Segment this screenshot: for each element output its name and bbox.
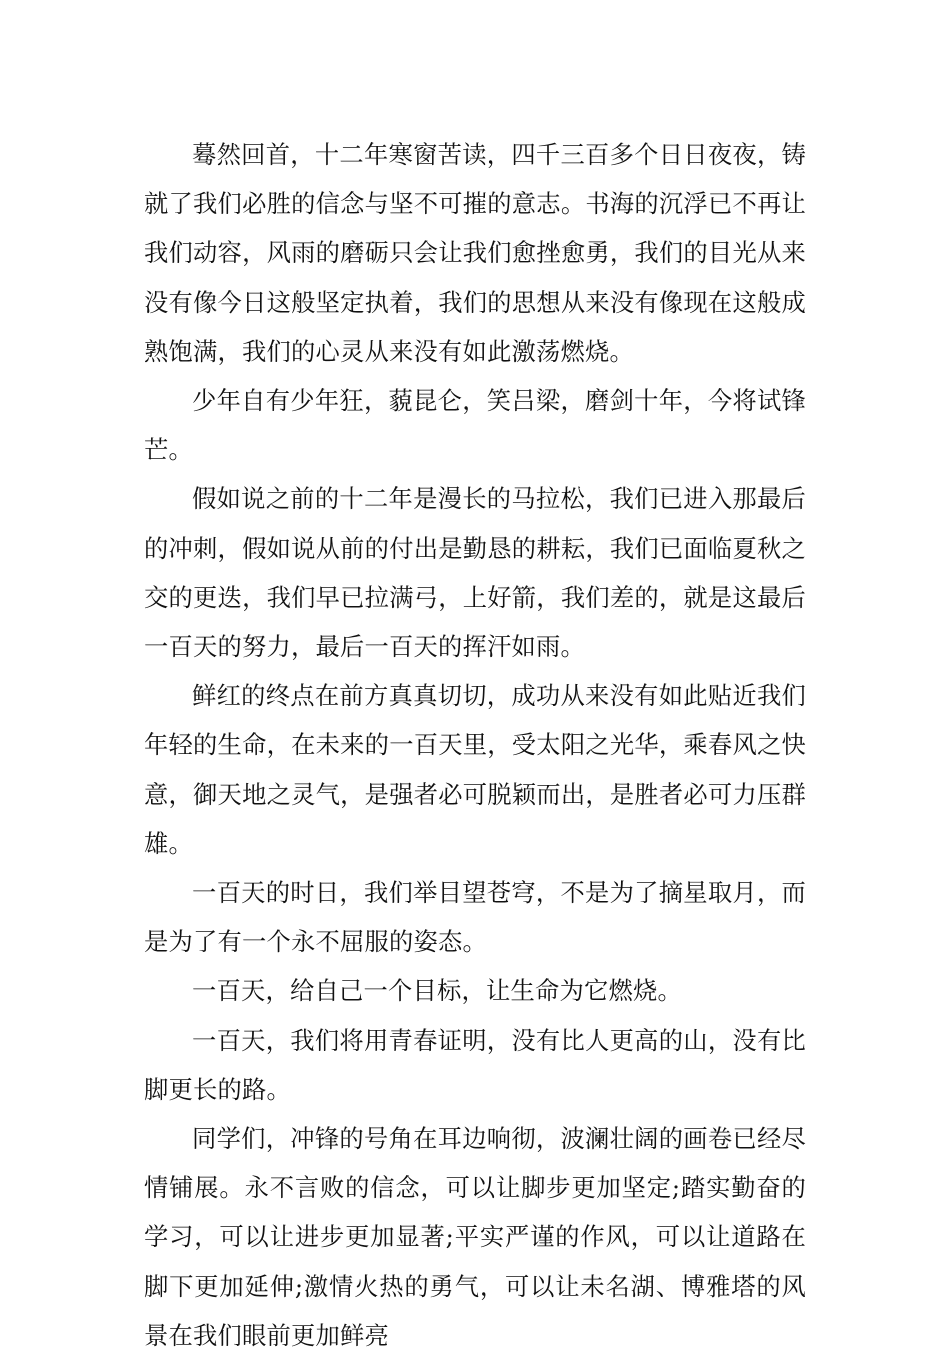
paragraph-8: 同学们，冲锋的号角在耳边响彻，波澜壮阔的画卷已经尽情铺展。永不言败的信念，可以让脚步更加坚定;踏实勤奋的学习，可以让进步更加显著;平实严谨的作风，可以让道路在脚下更加延伸;激情火热的勇气，可以让未名湖、博雅塔的风景在我们眼前更加鲜亮	[144, 1124, 806, 1350]
paragraph-1: 蓦然回首，十二年寒窗苦读，四千三百多个日日夜夜，铸就了我们必胜的信念与坚不可摧的意志。书海的沉浮已不再让我们动容，风雨的磨砺只会让我们愈挫愈勇，我们的目光从来没有像今日这般坚定执着，我们的思想从来没有像现在这般成熟饱满，我们的心灵从来没有如此激荡燃烧。	[144, 140, 806, 366]
paragraph-6: 一百天，给自己一个目标，让生命为它燃烧。	[192, 976, 682, 1006]
paragraph-2: 少年自有少年狂，藐昆仑，笑吕梁，磨剑十年，今将试锋芒。	[144, 386, 806, 465]
paragraph-3: 假如说之前的十二年是漫长的马拉松，我们已进入那最后的冲刺，假如说从前的付出是勤恳的耕耘，我们已面临夏秋之交的更迭，我们早已拉满弓，上好箭，我们差的，就是这最后一百天的努力，最后一百天的挥汗如雨。	[144, 484, 806, 662]
paragraph-4: 鲜红的终点在前方真真切切，成功从来没有如此贴近我们年轻的生命，在未来的一百天里，受太阳之光华，乘春风之快意，御天地之灵气，是强者必可脱颖而出，是胜者必可力压群雄。	[144, 681, 806, 858]
paragraph-5: 一百天的时日，我们举目望苍穹，不是为了摘星取月，而是为了有一个永不屈服的姿态。	[144, 878, 806, 957]
paragraph-7: 一百天，我们将用青春证明，没有比人更高的山，没有比脚更长的路。	[144, 1025, 806, 1104]
document-body	[144, 130, 806, 1360]
